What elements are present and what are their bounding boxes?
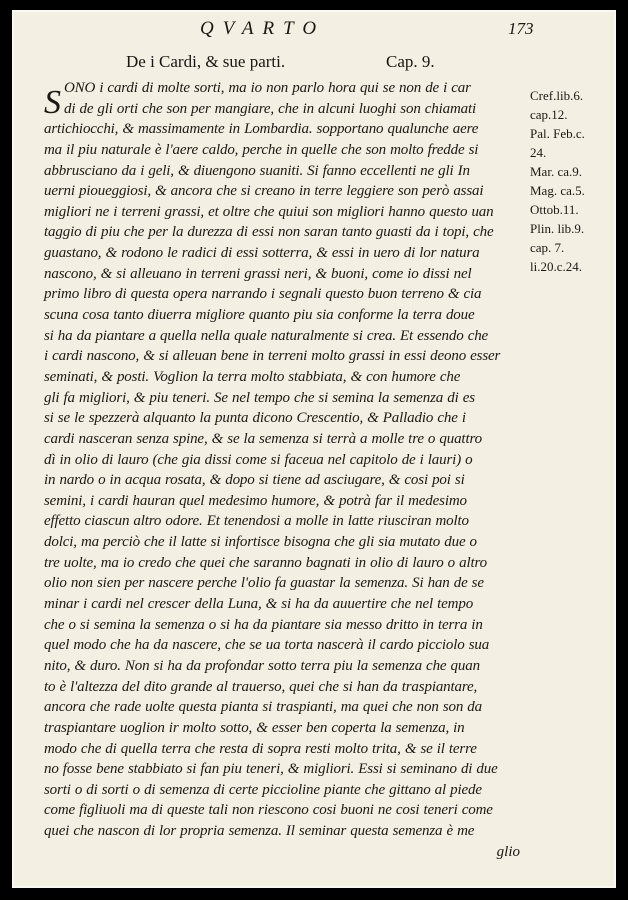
text-line: nito, & duro. Non si ha da profondar sotto terra piu la semenza che quan	[44, 657, 480, 674]
text-line: tre uolte, ma io credo che quei che saranno bagnati in olio di lauro o altro	[44, 554, 487, 571]
text-line: dolci, ma perciò che il latte si infortisce bisogna che gli sia mutato due o	[44, 534, 477, 551]
chapter-number: Cap. 9.	[386, 52, 435, 71]
text-line: sorti o di sorti o di semenza di certe piccioline piante che gittano al piede	[44, 781, 482, 798]
marginal-note: Ottob.11.	[530, 202, 579, 217]
marginal-note: Pal. Feb.c.	[530, 126, 585, 141]
text-line: minar i cardi nel crescer della Luna, & si ha da auuertire che nel tempo	[44, 596, 474, 613]
page-number: 173	[508, 19, 534, 38]
text-line: di de gli orti che son per mangiare, che in alcuni luoghi son chiamati	[64, 100, 477, 117]
marginal-notes	[530, 86, 612, 276]
text-line: primo libro di questa opera narrando i segnali questo buon terreno & cia	[44, 286, 482, 303]
text-line: taggio di piu che per la durezza di essi non saran tanto guasti da i topi, che	[44, 224, 494, 241]
text-line: uerni pioueggiosi, & ancora che si creano in terre leggiere son però assai	[44, 183, 484, 200]
text-line: quel modo che ha da nascere, che se ua torta nascerà il cardo picciolo sua	[44, 637, 490, 654]
text-line: i cardi nascono, & si alleuan bene in terreni molto grassi in essi deono esser	[44, 348, 501, 365]
text-line: modo che di quella terra che resta di sopra resti molto trita, & se il terre	[44, 740, 477, 757]
text-line: traspiantare uoglion ir molto sotto, & esser ben coperta la semenza, in	[44, 719, 465, 736]
text-line: nascono, & si alleuano in terreni grassi neri, & buoni, come io dissi nel	[44, 265, 472, 282]
text-line: ma il piu naturale è l'aere caldo, perche in quelle che son molto fredde si	[44, 141, 479, 158]
catchword: glio	[496, 843, 520, 860]
text-line: olio non sien per nascere perche l'olio fa guastar la semenza. Si han de se	[44, 575, 484, 592]
text-line: si ha da piantare a quella nella quale naturalmente si crea. Et essendo che	[44, 327, 489, 344]
running-title: QVARTO	[200, 18, 326, 39]
marginal-note: Cref.lib.6.	[530, 88, 584, 103]
marginal-note: cap.12.	[530, 107, 568, 122]
book-page	[12, 10, 616, 888]
text-line: no fosse bene stabbiato si fan piu teneri, & migliori. Essi si seminano di due	[44, 761, 498, 778]
text-line: ancora che rade uolte questa pianta si traspianti, ma quei che non son da	[44, 699, 483, 716]
text-line: gli fa migliori, & piu teneri. Se nel tempo che si semina la semenza di es	[44, 389, 475, 406]
text-line: quei che nascon di lor propria semenza. Il seminar questa semenza è me	[44, 823, 475, 840]
running-head	[14, 18, 614, 44]
chapter-title: De i Cardi, & sue parti.	[126, 52, 286, 71]
text-line: effetto ciascun altro odore. Et tenendosi a molle in latte riusciran molto	[44, 513, 469, 530]
text-line: cardi nasceran senza spine, & se la semenza si terrà a molle tre o quattro	[44, 430, 482, 447]
marginal-note: Mag. ca.5.	[530, 183, 585, 198]
text-line: in nardo o in acqua rosata, & dopo si tiene ad asciugare, & cosi poi si	[44, 472, 465, 489]
text-line: abbrusciano da i geli, & diuengono suaniti. Si fanno eccellenti ne gli In	[44, 162, 470, 179]
marginal-note: Mar. ca.9.	[530, 164, 582, 179]
marginal-note: li.20.c.24.	[530, 259, 582, 274]
text-line: ONO i cardi di molte sorti, ma io non parlo hora qui se non de i car	[64, 80, 471, 96]
marginal-note: Plin. lib.9.	[530, 221, 585, 236]
text-line: che o si semina la semenza o si ha da piantare sia messo dritto in terra in	[44, 616, 483, 633]
text-line: dì in olio di lauro (che gia dissi come si faceua nel capitolo de i lauri) o	[44, 451, 473, 468]
drop-cap: S	[44, 84, 61, 121]
text-line: come figliuoli ma di queste tali non riescono cosi buoni ne cosi teneri come	[44, 802, 493, 819]
text-line: si se le spezzerà alquanto la punta dicono Crescentio, & Palladio che i	[44, 410, 466, 427]
marginal-note: 24.	[530, 145, 547, 160]
text-line: to è l'altezza del dito grande al trauerso, quei che si han da traspiantare,	[44, 678, 478, 695]
body-text	[44, 78, 524, 862]
text-line: scuna cosa tanto diuerra migliore quanto piu sia conforme la terra doue	[44, 307, 475, 324]
text-line: artichiocchi, & massimamente in Lombardia. sopportano qualunche aere	[44, 121, 479, 138]
text-line: migliori ne i terreni grassi, et oltre che quiui son migliori hanno questo uan	[44, 203, 494, 220]
text-line: guastano, & rodono le radici di essi sotterra, & essi in uero di lor natura	[44, 245, 480, 262]
text-line: seminati, & posti. Voglion la terra molto stabbiata, & con humore che	[44, 368, 461, 385]
text-line: semini, i cardi hauran quel medesimo humore, & potrà far il medesimo	[44, 492, 467, 509]
marginal-note: cap. 7.	[530, 240, 565, 255]
